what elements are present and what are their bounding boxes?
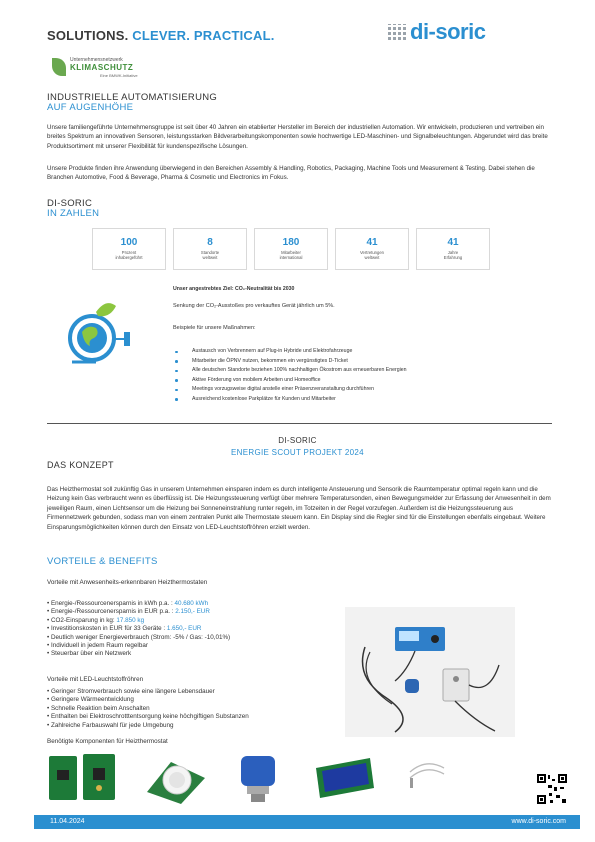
stat-card — [335, 228, 409, 270]
list-item: Alle deutschen Standorte beziehen 100% nachhaltigen Ökostrom aus erneuerbaren Energien — [173, 366, 407, 376]
list-item: Meetings vorzugsweise digital anstelle einer Präsenzveranstaltung durchführen — [173, 385, 407, 395]
list-item: • Investitionskosten in EUR für 33 Geräte : 1.650,- EUR — [47, 625, 202, 633]
motion-sensor-image — [141, 752, 211, 804]
goal-title: Unser angestrebtes Ziel: CO₂-Neutralität bis 2030 — [173, 286, 295, 292]
stat-card — [416, 228, 490, 270]
klimaschutz-logo — [52, 56, 142, 80]
stat-label: Vertretungen weltweit — [360, 250, 384, 260]
concept-title: DAS KONZEPT — [47, 460, 114, 470]
intro-paragraph-2: Unsere Produkte finden ihre Anwendung überwiegend in den Bereichen Assembly & Handling, Robotics, Packaging, Machine Tools und Measurement & Testing. Dabei stehen die Branchen Automotive, Food & Beverage, Pharma & Cosmetic und Electronics im Fokus. — [47, 165, 535, 182]
list-item: • Geringer Stromverbrauch sowie eine längere Lebensdauer — [47, 688, 215, 695]
pcb-board-image — [47, 752, 119, 804]
intro-subtitle: AUF AUGENHÖHE — [47, 102, 134, 113]
eco-bulb-icon — [62, 302, 142, 372]
list-item: • Individuell in jedem Raum regelbar — [47, 642, 148, 650]
measures-list — [173, 347, 407, 405]
list-item: • Steuerbar über ein Netzwerk — [47, 650, 132, 658]
benefits-title: VORTEILE & BENEFITS — [47, 556, 158, 567]
stat-value: 100 — [120, 237, 138, 248]
project-title: DI-SORIC — [278, 436, 317, 445]
intro-title: INDUSTRIELLE AUTOMATISIERUNG — [47, 92, 218, 103]
list-item: • Energie-/Ressourcenersparnis in EUR p.a. : 2.150,- EUR — [47, 608, 210, 616]
benefits-group1-title: Vorteile mit Anwesenheits-erkennbaren Heizthermostaten — [47, 579, 208, 586]
numbers-title: DI-SORIC — [47, 198, 93, 209]
components-title: Benötigte Komponenten für Heizthermostat — [47, 738, 168, 745]
slogan-part1: SOLUTIONS. — [47, 28, 129, 43]
project-subtitle: ENERGIE SCOUT PROJEKT 2024 — [231, 448, 364, 457]
qr-code[interactable] — [536, 773, 568, 805]
stat-label: Jahre Erfahrung — [443, 250, 463, 260]
slogan — [47, 28, 275, 43]
temperature-probe-image — [404, 752, 450, 804]
stat-value: 41 — [366, 237, 378, 248]
list-item: Mitarbeiter die ÖPNV nutzen, bekommen ein vergünstigtes D-Ticket — [173, 357, 407, 367]
list-item: • Zahlreiche Farbauswahl für jede Umgebung — [47, 721, 174, 729]
list-item: • Geringere Wärmeentwicklung — [47, 696, 134, 704]
stat-card — [92, 228, 166, 270]
goal-reduction: Senkung der CO₂-Ausstoßes pro verkauftes Gerät jährlich um 5%. — [173, 303, 335, 309]
list-item: Ausreichend kostenlose Parkplätze für Kunden und Mitarbeiter — [173, 395, 407, 405]
footer-website-link[interactable]: www.di-soric.com — [511, 818, 566, 825]
list-item: • Enthalten bei Elektroschrotttentsorgung keine höchgiftigen Substanzen — [47, 713, 249, 721]
benefits-group2-title: Vorteile mit LED-Leuchtstoffröhren — [47, 676, 144, 683]
concept-text: Das Heizthermostat soll zukünftig Gas in unserem Unternehmen einsparen indem es durch intelligente Ansteuerung und Sensorik die Raumtemperatur optimal regeln kann und die Heizung kein Gas verbraucht wenn es überflüssig ist. Die Heizungssteuerung verfügt über mehrere Temperatursonden, einen Bewegungsmelder zur Erfassung der Anwesenheit in dem jeweiligen Raum, einen Lichtsensor um die Heizung bei Sonneneinstrahlung runter regeln, im Totzeiten in der Regel vorzufegen. Außerdem ist die Heizungssteuerung aus Firmennetzwerk gebunden, sodass man von einem zentralen Punkt alle Thermostate steuern kann. Ein Display sind die Regler sind für die Einstellungen ebenfalls eingebaut. Weitere Einsparungsmöglichkeiten können durch den Einsatz von LED-Leuchtstoffröhren erzielt werden. — [47, 486, 551, 531]
divider — [47, 423, 552, 424]
logo-grid-icon — [388, 24, 406, 42]
stat-label: Standorte weltweit — [200, 250, 220, 260]
thermostat-device-photo — [345, 607, 515, 737]
stat-label: Prozent inhabergeführt — [115, 250, 143, 260]
stat-label: Mitarbeiter international — [279, 250, 303, 260]
klima-line3: Eine BMWK-Initiative — [100, 73, 138, 78]
measures-label: Beispiele für unsere Maßnahmen: — [173, 325, 256, 331]
list-item: Aktive Förderung von mobilem Arbeiten und Homeoffice — [173, 376, 407, 386]
stat-value: 8 — [207, 237, 213, 248]
list-item: • CO2-Einsparung in kg: 17.850 kg — [47, 616, 145, 624]
numbers-subtitle: IN ZAHLEN — [47, 208, 100, 219]
stat-value: 41 — [447, 237, 459, 248]
stat-value: 180 — [282, 237, 300, 248]
footer-date: 11.04.2024 — [50, 818, 85, 825]
benefits-group1-list — [47, 600, 230, 659]
klima-line2: KLIMASCHUTZ — [70, 63, 134, 72]
slogan-part2: CLEVER. PRACTICAL. — [132, 28, 275, 43]
intro-paragraph-1: Unsere familiengeführte Unternehmensgruppe ist seit über 40 Jahren ein etablierter Hersteller im Bereich der industriellen Automation. Wir entwickeln, produzieren und vertreiben ein breites Spektrum an innovativen Sensoren, leistungsstarken Bildverarbeitungskomponenten sowie hochwertige LED-Maschinen- und Signalbeleuchtungen. Abgerundet wird das breite Produktsortiment mit unserer Flexibilität für kundenspezifische Lösungen. — [47, 124, 548, 150]
list-item: • Deutlich weniger Energieverbrauch (Strom: -5% / Gas: -10,01%) — [47, 633, 231, 641]
klima-line1: Unternehmensnetzwerk — [70, 57, 123, 63]
brand-wordmark: di-soric — [410, 19, 486, 44]
stat-card — [254, 228, 328, 270]
brand-logo — [388, 19, 528, 46]
lcd-display-image — [312, 752, 378, 804]
list-item: • Schnelle Reaktion beim Anschalten — [47, 704, 150, 712]
valve-actuator-image — [235, 752, 281, 804]
footer-bar — [34, 815, 580, 829]
benefits-group2-list — [47, 688, 249, 730]
list-item: • Energie-/Ressourcenersparnis in kWh p.a. : 40.680 kWh — [47, 600, 209, 607]
list-item: Austausch von Verbrennern auf Plug-in Hybride und Elektrofahrzeuge — [173, 347, 407, 357]
leaf-icon — [52, 58, 66, 76]
stat-card — [173, 228, 247, 270]
